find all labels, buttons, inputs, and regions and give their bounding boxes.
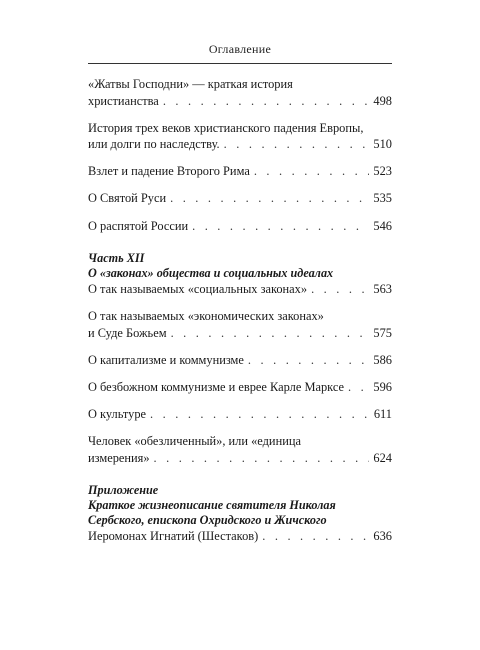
part12-heading	[88, 251, 392, 281]
toc-entry-last-line	[88, 450, 392, 467]
header-rule	[88, 63, 392, 64]
toc-entry-title: О так называемых «социальных законах»	[88, 282, 308, 297]
dot-leader	[262, 528, 369, 545]
toc-entry	[88, 281, 392, 298]
dot-leader	[170, 190, 369, 207]
running-head: Оглавление	[208, 42, 272, 56]
toc-entry-last-line	[88, 136, 392, 153]
toc-page-number: 510	[373, 137, 392, 152]
toc-entry	[88, 352, 392, 369]
dot-leader	[150, 406, 370, 423]
dot-leader	[248, 352, 370, 369]
toc-entry-last-line	[88, 528, 392, 545]
appendix-heading	[88, 483, 392, 528]
toc-entry	[88, 433, 392, 466]
toc-entry-last-line	[88, 379, 392, 396]
toc-entry-title: измерения»	[88, 450, 150, 465]
toc-entry-title: О Святой Руси	[88, 191, 167, 206]
toc-group-top	[88, 76, 392, 234]
toc-group-part12	[88, 281, 392, 466]
dot-leader	[311, 281, 369, 298]
dot-leader	[224, 136, 370, 153]
toc-entry-title: христианства	[88, 93, 159, 108]
toc-entry-last-line	[88, 93, 392, 110]
toc-entry-last-line	[88, 190, 392, 207]
part12-label: Часть XII	[88, 251, 145, 266]
toc-entry	[88, 528, 392, 545]
toc-page-number: 636	[373, 529, 392, 544]
toc-entry	[88, 120, 392, 153]
toc-entry-title: О безбожном коммунизме и еврее Карле Марксе	[88, 380, 345, 395]
toc-page-number: 575	[373, 325, 392, 340]
dot-leader	[154, 450, 370, 467]
dot-leader	[254, 163, 370, 180]
toc-entry-title: и Суде Божьем	[88, 325, 167, 340]
dot-leader	[348, 379, 369, 396]
toc-entry-line: «Жатвы Господни» — краткая история	[88, 77, 293, 91]
toc-entry	[88, 308, 392, 341]
dot-leader	[192, 218, 369, 235]
toc-page-number: 611	[373, 407, 392, 422]
toc-entry-last-line	[88, 325, 392, 342]
toc-entry-title: О распятой России	[88, 218, 189, 233]
toc-page-number: 624	[373, 450, 392, 465]
appendix-label: Приложение	[88, 483, 159, 498]
toc-page-number: 546	[373, 218, 392, 233]
toc-entry-last-line	[88, 281, 392, 298]
toc-entry-line: О так называемых «экономических законах»	[88, 309, 324, 324]
toc-entry-title: или долги по наследству.	[88, 137, 220, 152]
appendix-title-line2: Сербского, епископа Охридского и Жичского	[88, 513, 327, 528]
table-of-contents	[88, 76, 392, 545]
toc-entry-last-line	[88, 218, 392, 235]
dot-leader	[163, 93, 370, 110]
toc-entry-last-line	[88, 352, 392, 369]
appendix-title-line1: Краткое жизнеописание святителя Николая	[88, 498, 336, 513]
dot-leader	[171, 325, 370, 342]
toc-entry-title: О культуре	[88, 407, 147, 422]
toc-group-appendix	[88, 528, 392, 545]
toc-page-number: 586	[373, 352, 392, 367]
toc-entry-line: История трех веков христианского падения Европы,	[88, 120, 364, 135]
toc-page-number: 535	[373, 191, 392, 206]
toc-page-number: 596	[373, 380, 392, 395]
toc-entry	[88, 190, 392, 207]
part12-title: О «законах» общества и социальных идеалах	[88, 266, 334, 281]
toc-entry	[88, 406, 392, 423]
toc-entry	[88, 218, 392, 235]
toc-page-number: 498	[373, 93, 392, 108]
toc-page-number: 563	[373, 282, 392, 297]
toc-entry-title: О капитализме и коммунизме	[88, 352, 244, 367]
toc-entry-title: Взлет и падение Второго Рима	[88, 164, 250, 179]
toc-entry-title: Иеромонах Игнатий (Шестаков)	[88, 529, 259, 544]
toc-page-number: 523	[373, 164, 392, 179]
toc-entry	[88, 76, 392, 109]
toc-entry-last-line	[88, 406, 392, 423]
toc-entry-line: Человек «обезличенный», или «единица	[88, 434, 301, 449]
toc-entry	[88, 379, 392, 396]
toc-entry-last-line	[88, 163, 392, 180]
toc-entry	[88, 163, 392, 180]
